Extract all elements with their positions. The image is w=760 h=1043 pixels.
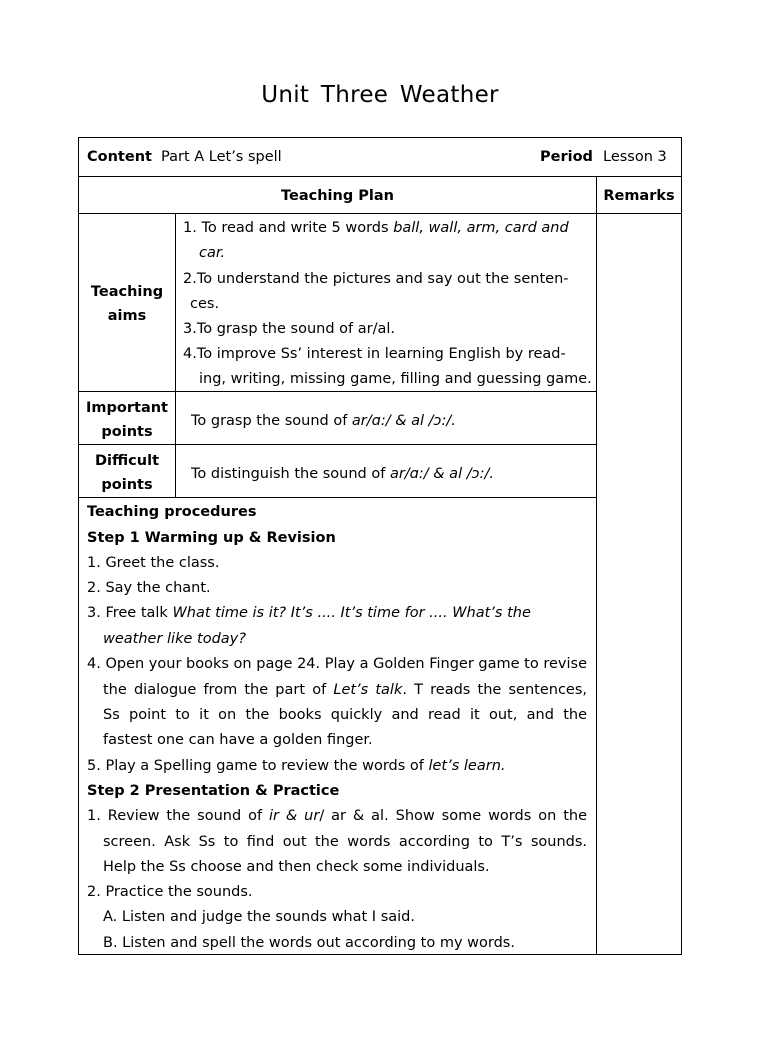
difficult-points-text bbox=[191, 462, 494, 487]
difficult-points-desc: To distinguish the sound of bbox=[191, 466, 386, 482]
step1-item-2: 2. Say the chant. bbox=[87, 580, 211, 596]
aim-item-1-cont: car. bbox=[199, 245, 226, 261]
step1-item-5-prefix: 5. Play a Spelling game to review the words of bbox=[87, 758, 424, 774]
procedures-heading: Teaching procedures bbox=[87, 504, 257, 520]
row-divider-header bbox=[78, 176, 682, 177]
step2-item-1-line1 bbox=[87, 804, 587, 829]
step2-item-1-prefix: 1. Review the sound of bbox=[87, 808, 263, 824]
aims-label-line1: Teaching bbox=[90, 284, 164, 300]
step1-item-5-lets-learn: let’s learn. bbox=[428, 758, 506, 774]
difficult-points-sound: ar/ɑ:/ & al /ɔ:/. bbox=[389, 466, 494, 482]
content-value: Part A Let’s spell bbox=[161, 149, 282, 165]
important-points-desc: To grasp the sound of bbox=[191, 413, 348, 429]
aim-item-3: 3.To grasp the sound of ar/al. bbox=[183, 321, 395, 337]
step1-item-4-line3: Ss point to it on the books quickly and read it out, and the bbox=[103, 707, 587, 723]
difficult-label-line2: points bbox=[101, 477, 153, 493]
teaching-plan-heading: Teaching Plan bbox=[281, 188, 394, 204]
page-title: Unit Three Weather bbox=[261, 82, 499, 108]
step2-item-2-b: B. Listen and spell the words out according to my words. bbox=[103, 935, 515, 951]
row-divider-plan bbox=[78, 213, 682, 214]
step1-item-3-prefix: 3. Free talk bbox=[87, 605, 168, 621]
step1-item-4-lets-talk: Let’s talk bbox=[333, 682, 403, 698]
step1-item-4-line2 bbox=[103, 678, 587, 703]
step1-item-3-question: What time is it? It’s .... It’s time for .... What’s the bbox=[172, 605, 531, 621]
important-points-sound: ar/ɑ:/ & al /ɔ:/. bbox=[351, 413, 456, 429]
step2-item-1-suffix: / ar & al. Show some words on the bbox=[319, 808, 587, 824]
step2-heading: Step 2 Presentation & Practice bbox=[87, 783, 340, 799]
step2-item-1-ir-ur: ir & ur bbox=[269, 808, 320, 824]
aim-item-1 bbox=[183, 216, 569, 241]
step1-item-3-cont: weather like today? bbox=[103, 631, 246, 647]
content-label: Content bbox=[87, 149, 152, 165]
important-label-line2: points bbox=[101, 424, 153, 440]
aims-label-line2: aims bbox=[107, 308, 147, 324]
period-value: Lesson 3 bbox=[603, 149, 667, 165]
remarks-heading: Remarks bbox=[603, 188, 675, 204]
step1-item-1: 1. Greet the class. bbox=[87, 555, 220, 571]
column-divider-remarks bbox=[596, 176, 597, 955]
step1-item-4-line2-suffix: . T reads the sentences, bbox=[402, 682, 587, 698]
step1-item-3 bbox=[87, 601, 531, 626]
column-divider-label bbox=[175, 213, 176, 497]
step2-item-1-line2: screen. Ask Ss to find out the words according to T’s sounds. bbox=[103, 834, 587, 850]
period-label: Period bbox=[540, 149, 593, 165]
step2-item-2-a: A. Listen and judge the sounds what I said. bbox=[103, 909, 415, 925]
step1-item-4-line4: fastest one can have a golden finger. bbox=[103, 732, 373, 748]
aim-item-1-text: 1. To read and write 5 words bbox=[183, 220, 389, 236]
aim-item-2-line2: ces. bbox=[190, 296, 220, 312]
step1-item-4-line2-prefix: the dialogue from the part of bbox=[103, 682, 327, 698]
step2-item-1-line3: Help the Ss choose and then check some individuals. bbox=[103, 859, 490, 875]
step2-item-2: 2. Practice the sounds. bbox=[87, 884, 253, 900]
difficult-label-line1: Difficult bbox=[95, 453, 159, 469]
step1-item-4-line1: 4. Open your books on page 24. Play a Golden Finger game to revise bbox=[87, 656, 587, 672]
important-label-line1: Important bbox=[86, 400, 168, 416]
aim-item-2-line1: 2.To understand the pictures and say out the senten- bbox=[183, 271, 569, 287]
aim-item-1-words: ball, wall, arm, card and bbox=[393, 220, 569, 236]
aim-item-4-line1: 4.To improve Ss’ interest in learning English by read- bbox=[183, 346, 566, 362]
step1-item-5 bbox=[87, 754, 506, 779]
aim-item-4-line2: ing, writing, missing game, filling and guessing game. bbox=[199, 371, 592, 387]
important-points-text bbox=[191, 409, 456, 434]
step1-heading: Step 1 Warming up & Revision bbox=[87, 530, 336, 546]
